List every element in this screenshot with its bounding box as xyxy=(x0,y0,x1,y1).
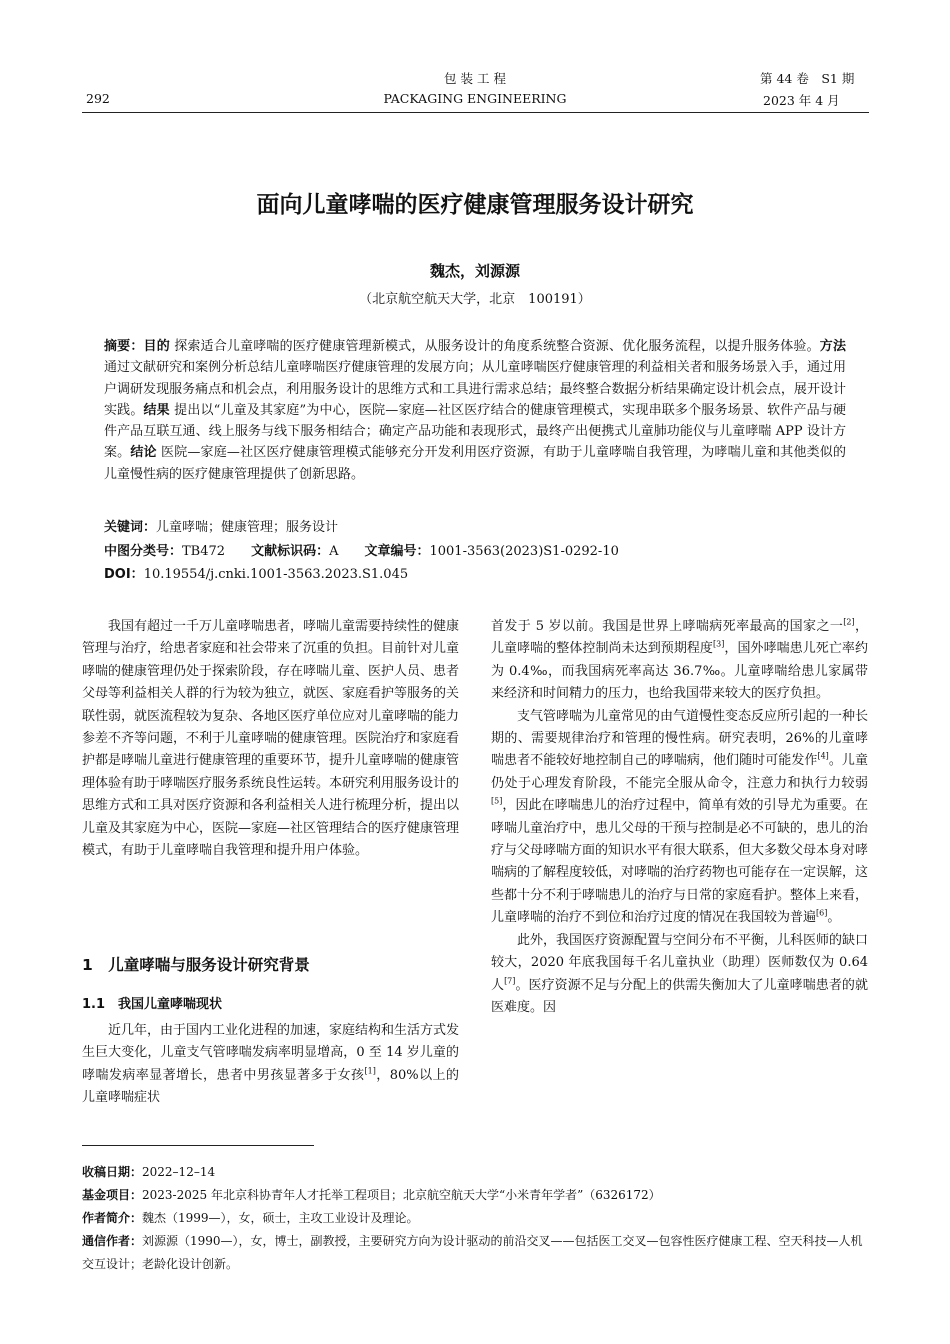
footnote-rule xyxy=(82,1145,314,1146)
para-r2c: ，因此在哮喘患儿的治疗过程中，简单有效的引导尤为重要。在哮喘儿童治疗中，患儿父母的干预与控制是必不可缺的，患儿的治疗与父母哮喘方面的知识水平有很大联系，但大多数父母本身对哮喘病的了解程度较低，对哮喘的治疗药物也可能存在一定误解，这些都十分不利于哮喘患儿的治疗与日常的家庭看护。整体上来看，儿童哮喘的治疗不到位和治疗过度的情况在我国较为普遍 xyxy=(491,798,869,926)
para-r2a: 支气管哮喘为儿童常见的由气道慢性变态反应所引起的一种长期的、需要规律治疗和管理的慢性病。研究表明，26%的儿童哮喘患者不能较好地控制自己的哮喘病，他们随时可能发作 xyxy=(491,708,869,769)
para-r3b: 。医疗资源不足与分配上的供需失衡加大了儿童哮喘患者的就医难度。因 xyxy=(491,977,868,1015)
para-r2b: 。儿童仍处于心理发育阶段，不能完全服从命令，注意力和执行力较弱 xyxy=(491,753,868,791)
footnote-bio xyxy=(82,1207,872,1230)
abstract-conclusion: 医院—家庭—社区医疗健康管理模式能够充分开发利用医疗资源，有助于儿童哮喘自我管理，为哮喘儿童和其他类似的儿童慢性病的医疗健康管理提供了创新思路。 xyxy=(104,445,846,482)
authors: 魏杰，刘源源 xyxy=(429,262,520,280)
abstract-method: 通过文献研究和案例分析总结儿童哮喘医疗健康管理的发展方向；从儿童哮喘医疗健康管理的利益相关者和服务场景入手，通过用户调研发现服务痛点和机会点，利用服务设计的思维方式和工具进行需求总结；最终整合数据分析结果确定设计机会点，展开设计实践。 xyxy=(104,360,846,418)
page-number: 292 xyxy=(86,91,110,106)
intro-text: 我国有超过一千万儿童哮喘患者，哮喘儿童需要持续性的健康管理与治疗，给患者家庭和社会带来了沉重的负担。目前针对儿童哮喘的健康管理仍处于探索阶段，存在哮喘儿童、医护人员、患者父母等利益相关人群的行为较为独立，就医、家庭看护等服务的关联性弱，就医流程较为复杂、各地区医疗单位应对儿童哮喘的能力参差不齐等问题，不利于儿童哮喘的健康管理。医院治疗和家庭看护都是哮喘儿童进行健康管理的重要环节，提升儿童哮喘的健康管理体验有助于哮喘医疗服务系统良性运转。本研究利用服务设计的思维方式和工具对医疗资源和各利益相关人进行梳理分析，提出以儿童及其家庭为中心，医院—家庭—社区管理结合的医疗健康管理模式，有助于儿童哮喘自我管理和提升用户体验。 xyxy=(82,619,460,859)
classification-line xyxy=(104,540,619,559)
keywords-line xyxy=(104,516,338,535)
correspondence-text: 刘源源（1990—），女，博士，副教授，主要研究方向为设计驱动的前沿交叉——包括医工交叉—包容性医疗健康工程、空天科技—人机交互设计；老龄化设计创新。 xyxy=(82,1234,863,1271)
footnote-correspondence xyxy=(82,1230,872,1276)
abstract-result: 提出以“儿童及其家庭”为中心，医院—家庭—社区医疗结合的健康管理模式，实现串联多个服务场景、软件产品与硬件产品互联互通、线上服务与线下服务相结合；确定产品功能和表现形式，最终产出便携式儿童肺功能仪与儿童哮喘 APP 设计方案。 xyxy=(104,402,846,461)
article-number-label: 文章编号： xyxy=(364,544,430,559)
received-label: 收稿日期： xyxy=(82,1165,143,1179)
fund-text: 2023-2025 年北京科协青年人才托举工程项目；北京航空航天大学“小米青年学者”（6326172） xyxy=(142,1188,661,1202)
bio-label: 作者简介： xyxy=(82,1211,143,1225)
correspondence-label: 通信作者： xyxy=(82,1234,143,1248)
doi-label: DOI： xyxy=(104,567,144,582)
article-title: 面向儿童哮喘的医疗健康管理服务设计研究 xyxy=(256,192,694,218)
para-r2d: 。 xyxy=(827,910,841,926)
clc-label: 中图分类号： xyxy=(104,544,183,559)
abstract-purpose-label: 目的 xyxy=(143,339,170,354)
doi-value: 10.19554/j.cnki.1001-3563.2023.S1.045 xyxy=(143,567,409,582)
abstract-method-label: 方法 xyxy=(819,339,846,354)
keywords-label: 关键词： xyxy=(104,520,157,535)
section-1-1-heading: 1.1 我国儿童哮喘现状 xyxy=(82,997,223,1012)
fund-label: 基金项目： xyxy=(82,1188,143,1202)
citation-1[interactable]: [1] xyxy=(364,1066,376,1076)
citation-5[interactable]: [5] xyxy=(491,796,503,806)
bio-text: 魏杰（1999—），女，硕士，主攻工业设计及理论。 xyxy=(142,1211,419,1225)
header-rule xyxy=(82,112,869,113)
doccode-label: 文献标识码： xyxy=(251,544,330,559)
article-number: 1001-3563(2023)S1-0292-10 xyxy=(429,544,619,559)
section-1-heading: 1 儿童哮喘与服务设计研究背景 xyxy=(82,956,310,974)
journal-name-en: PACKAGING ENGINEERING xyxy=(383,91,567,106)
abstract-conclusion-label: 结论 xyxy=(130,445,157,461)
abstract-purpose: 探索适合儿童哮喘的医疗健康管理新模式，从服务设计的角度系统整合资源、优化服务流程，以提升服务体验。 xyxy=(169,339,820,354)
citation-4[interactable]: [4] xyxy=(817,752,829,762)
issue-date: 2023 年 4 月 xyxy=(763,93,840,108)
para-r3a: 此外，我国医疗资源配置与空间分布不平衡，儿科医师的缺口较大，2020 年底我国每千名儿童执业（助理）医师数仅为 0.64 人 xyxy=(491,932,869,993)
footnote-fund xyxy=(82,1184,872,1207)
para-r1a: 首发于 5 岁以前。我国是世界上哮喘病死率最高的国家之一 xyxy=(491,619,844,634)
section-1-1-paragraph xyxy=(82,1020,459,1110)
citation-3[interactable]: [3] xyxy=(713,640,725,650)
journal-name-cn: 包 装 工 程 xyxy=(444,71,506,86)
abstract-result-label: 结果 xyxy=(143,402,170,418)
abstract-label: 摘要： xyxy=(104,339,144,354)
received-date: 2022–12–14 xyxy=(142,1165,216,1179)
citation-2[interactable]: [2] xyxy=(843,617,855,627)
affiliation: （北京航空航天大学，北京 100191） xyxy=(359,292,591,307)
volume-issue: 第 44 卷 S1 期 xyxy=(760,71,855,86)
abstract xyxy=(104,336,846,485)
para-1b: ，80%以上的儿童哮喘症状 xyxy=(82,1067,459,1106)
doccode-value: A xyxy=(329,544,339,559)
intro-paragraph xyxy=(82,616,459,862)
clc-value: TB472 xyxy=(182,544,226,559)
citation-7[interactable]: [7] xyxy=(504,976,516,986)
keywords: 儿童哮喘；健康管理；服务设计 xyxy=(156,520,339,535)
para-r1b: ，儿童哮喘的整体控制尚未达到预期程度 xyxy=(491,619,868,657)
footnote-received xyxy=(82,1161,872,1184)
para-1a: 近几年，由于国内工业化进程的加速，家庭结构和生活方式发生巨大变化，儿童支气管哮喘发病率明显增高，0 至 14 岁儿童的哮喘发病率显著增长，患者中男孩显著多于女孩 xyxy=(82,1023,460,1083)
para-r1c: ，国外哮喘患儿死亡率约为 0.4‰，而我国病死率高达 36.7‰。儿童哮喘给患儿家属带来经济和时间精力的压力，也给我国带来较大的医疗负担。 xyxy=(491,641,868,702)
doi-line xyxy=(104,563,408,582)
citation-6[interactable]: [6] xyxy=(816,908,828,918)
right-column xyxy=(491,616,868,1019)
